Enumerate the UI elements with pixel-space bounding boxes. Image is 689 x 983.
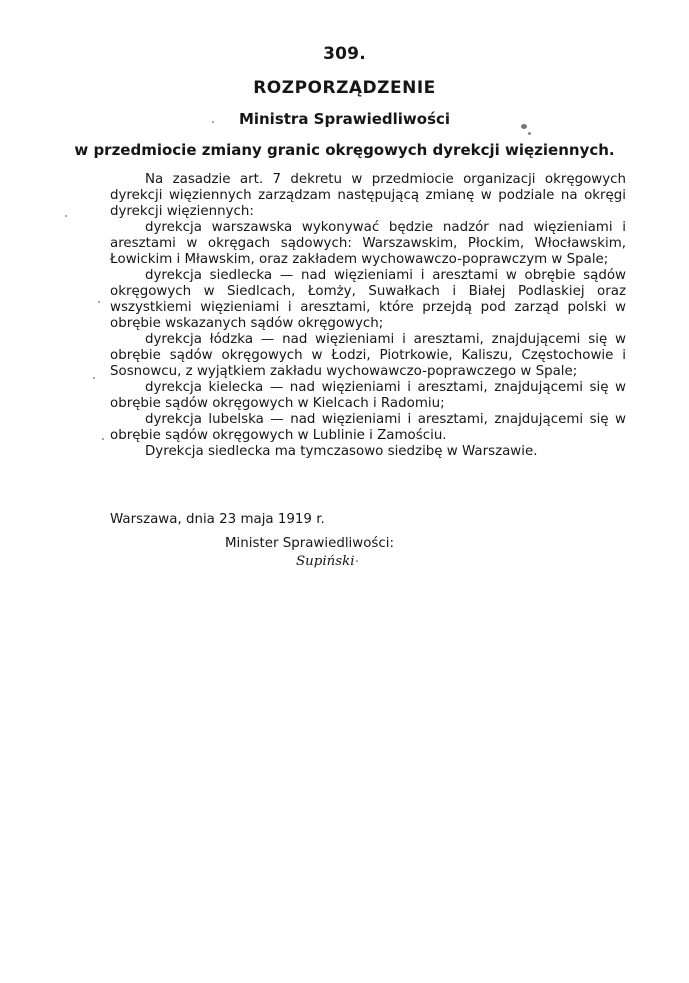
paragraph-intro: Na zasadzie art. 7 dekretu w przedmiocie organizacji okręgowych dyrekcji więziennych zarządzam następującą zmianę w podziale na okręgi dyrekcji więziennych: — [110, 172, 626, 219]
scan-speck — [212, 121, 214, 123]
scan-speck — [102, 438, 104, 440]
scan-speck — [65, 215, 67, 217]
scan-speck — [98, 301, 100, 303]
scan-speck — [93, 377, 95, 379]
signatory-title: Minister Sprawiedliwości: — [225, 536, 394, 551]
document-topic: w przedmiocie zmiany granic okręgowych dyrekcji więziennych. — [74, 141, 615, 159]
scan-speck — [528, 132, 531, 135]
paragraph-kielce: dyrekcja kielecka — nad więzieniami i aresztami, znajdującemi się w obrębie sądów okręgowych w Kielcach i Radomiu; — [110, 380, 626, 411]
paragraph-lodz: dyrekcja łódzka — nad więzieniami i aresztami, znajdującemi się w obrębie sądów okręgowych w Łodzi, Piotrkowie, Kaliszu, Częstochowie i Sosnowcu, z wyjątkiem zakładu wychowawczo-poprawczego w Spale; — [110, 332, 626, 379]
date-line: Warszawa, dnia 23 maja 1919 r. — [110, 512, 325, 527]
signatory-name: Supiński — [296, 554, 355, 569]
paragraph-siedlce: dyrekcja siedlecka — nad więzieniami i aresztami w obrębie sądów okręgowych w Siedlcach, Łomży, Suwałkach i Białej Podlaskiej oraz wszystkiemi więzieniami i aresztami, które przejdą pod zarząd polski w obrębie wskazanych sądów okręgowych; — [110, 268, 626, 331]
document-subtitle: Ministra Sprawiedliwości — [238, 110, 451, 128]
document-title: ROZPORZĄDZENIE — [253, 78, 436, 98]
paragraph-lublin: dyrekcja lubelska — nad więzieniami i aresztami, znajdującemi się w obrębie sądów okręgowych w Lublinie i Zamościu. — [110, 412, 626, 443]
document-number: 309. — [323, 44, 366, 64]
paragraph-seat: Dyrekcja siedlecka ma tymczasowo siedzibę w Warszawie. — [145, 444, 538, 459]
paragraph-warsaw: dyrekcja warszawska wykonywać będzie nadzór nad więzieniami i aresztami w okręgach sądowych: Warszawskim, Płockim, Włocławskim, Łowickim i Mławskim, oraz zakładem wychowawczo-poprawczym w Spale; — [110, 220, 626, 267]
scan-speck — [356, 560, 358, 562]
scan-speck — [521, 124, 527, 129]
document-body — [110, 172, 626, 460]
